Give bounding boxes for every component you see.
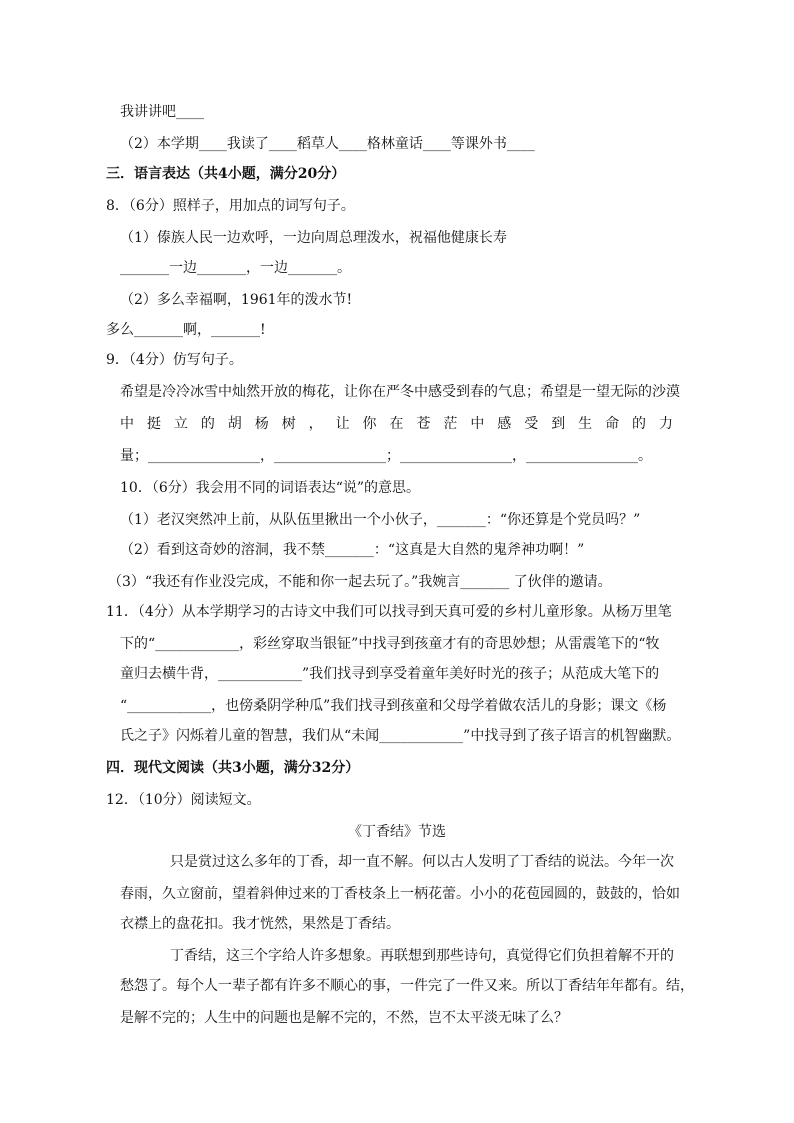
text-line: 氏之子》闪烁着儿童的智慧，我们从“未闻____________”中找寻到了孩子语言的机智幽默。 xyxy=(120,728,681,744)
section-heading: 四．现代文阅读（共3小题，满分32分） xyxy=(106,760,360,776)
passage-line: 春雨，久立窗前，望着斜伸过来的丁香枝条上一柄花蕾。小小的花苞园圆的，鼓鼓的，恰如 xyxy=(120,886,680,902)
text-line: （1）傣族人民一边欢呼，一边向周总理泼水，祝福他健康长寿 xyxy=(120,230,507,246)
text-line: 下的“____________，彩丝穿取当银钲”中找寻到孩童才有的奇思妙想；从雷震笔下的“牧 xyxy=(120,636,660,652)
answer-line: _______一边_______，一边_______。 xyxy=(120,260,351,276)
question-stem: 8．（6分）照样子，用加点的词写句子。 xyxy=(106,198,355,214)
section-heading: 三．语言表达（共4小题，满分20分） xyxy=(106,166,346,182)
question-stem: 11．（4分）从本学期学习的古诗文中我们可以找寻到天真可爱的乡村儿童形象。从杨万里笔 xyxy=(106,604,672,620)
text-line: （2）多么幸福啊，1961年的泼水节! xyxy=(120,292,353,308)
passage-line: 衣襟上的盘花扣。我才恍然，果然是丁香结。 xyxy=(120,916,400,932)
question-stem: 9．（4分）仿写句子。 xyxy=(106,352,243,368)
text-line: （2）本学期____我读了____稻草人____格林童话____等课外书____ xyxy=(120,136,535,152)
text-line: （1）老汉突然冲上前，从队伍里揪出一个小伙子，_______：“你还算是个党员吗？” xyxy=(120,512,641,528)
passage-line: 愁怨了。每个人一辈子都有许多不顺心的事，一件完了一件又来。所以丁香结年年都有。结， xyxy=(120,978,694,994)
answer-line: 量；________________，________________；________________，________________。 xyxy=(120,448,652,464)
passage-line: 只是赏过这么多年的丁香，却一直不解。何以古人发明了丁香结的说法。今年一次 xyxy=(170,854,674,870)
text-line: 希望是冷冷冰雪中灿然开放的梅花，让你在严冬中感受到春的气息；希望是一望无际的沙漠 xyxy=(120,384,680,400)
passage-title: 《丁香结》节选 xyxy=(348,824,446,840)
text-line: 童归去横牛背，____________”我们找寻到享受着童年美好时光的孩子；从范成大笔下的 xyxy=(120,666,660,682)
answer-line: 多么_______啊，_______! xyxy=(106,322,266,338)
text-line: （2）看到这奇妙的溶洞，我不禁_______：“这真是大自然的鬼斧神功啊！” xyxy=(120,542,585,558)
question-stem: 10．（6分）我会用不同的词语表达“说”的意思。 xyxy=(120,480,421,496)
passage-line: 是解不完的；人生中的问题也是解不完的，不然，岂不太平淡无味了么？ xyxy=(120,1010,568,1026)
text-line: 我讲讲吧____ xyxy=(120,104,204,120)
text-line: 中挺立的胡杨树，让你在苍茫中感受到生命的力 xyxy=(120,416,673,432)
text-line: （3）“我还有作业没完成，不能和你一起去玩了。”我婉言_______ 了伙伴的邀请。 xyxy=(108,574,612,590)
passage-line: 丁香结，这三个字给人许多想象。再联想到那些诗句，真觉得它们负担着解不开的 xyxy=(170,948,674,964)
question-stem: 12．（10分）阅读短文。 xyxy=(106,792,261,808)
text-line: “____________，也傍桑阴学种瓜”我们找寻到孩童和父母学着做农活儿的身影；课文《杨 xyxy=(120,698,667,714)
